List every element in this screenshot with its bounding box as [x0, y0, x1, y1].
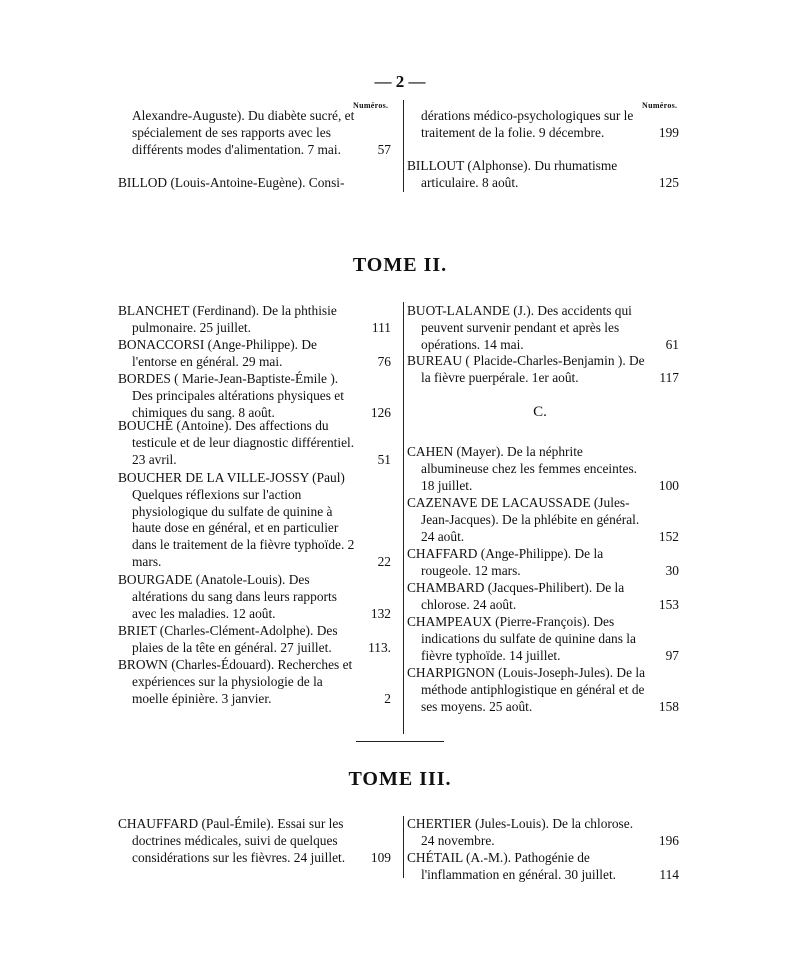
- entry-number: 126: [370, 404, 391, 420]
- entry-top-right-1: [407, 158, 679, 192]
- entry-text: BLANCHET (Ferdinand). De la phthisie pulmonaire. 25 juillet.: [118, 303, 337, 335]
- entry-text: CHAMPEAUX (Pierre-François). Des indications du sulfate de quinine dans la fièvre typhoïde. 14 juillet.: [407, 614, 636, 663]
- entry-number: 100: [658, 477, 679, 493]
- entry-text: BORDES ( Marie-Jean-Baptiste-Émile ). Des principales altérations physiques et chimiques du sang. 8 août.: [118, 371, 344, 420]
- entry-text: CHAMBARD (Jacques-Philibert). De la chlorose. 24 août.: [407, 580, 625, 612]
- entry-text: CHÉTAIL (A.-M.). Pathogénie de l'inflammation en général. 30 juillet.: [407, 850, 617, 882]
- entry-tome2-c-2: [407, 546, 679, 580]
- entry-tome2-left-2: [118, 371, 391, 421]
- entry-text: Alexandre-Auguste). Du diabète sucré, et spécialement de ses rapports avec les différents modes d'alimentation. 7 mai.: [132, 108, 355, 157]
- entry-text: BOUCHER DE LA VILLE-JOSSY (Paul) Quelques réflexions sur l'action physiologique du sulfate de quinine à haute dose en général, et en particulier dans le traitement de la fièvre typhoïde. 2 mars.: [118, 470, 355, 569]
- entry-text: BOURGADE (Anatole-Louis). Des altérations du sang dans leurs rapports avec les maladies. 12 août.: [118, 572, 337, 621]
- entry-number: 114: [659, 866, 679, 882]
- column-heading-right: Numéros.: [642, 101, 678, 110]
- entry-top-left-0: [118, 108, 391, 158]
- column-rule-tome2: [403, 302, 404, 734]
- entry-tome3-right-0: [407, 816, 679, 850]
- entry-tome2-c-1: [407, 495, 679, 545]
- entry-tome2-left-3: [118, 418, 391, 468]
- tome-2-heading: TOME II.: [352, 254, 448, 276]
- entry-number: 117: [659, 369, 679, 385]
- entry-tome2-c-3: [407, 580, 679, 614]
- column-rule-tome3: [403, 816, 404, 878]
- entry-number: 111: [371, 319, 391, 335]
- entry-top-left-1: [118, 175, 391, 192]
- entry-top-right-0: [407, 108, 679, 142]
- entry-tome2-c-4: [407, 614, 679, 664]
- entry-number: 196: [658, 832, 679, 848]
- entry-text: BILLOD (Louis-Antoine-Eugène). Consi-: [118, 175, 345, 190]
- entry-text: BUOT-LALANDE (J.). Des accidents qui peuvent survenir pendant et après les opérations. 14 mai.: [407, 303, 632, 352]
- entry-tome2-left-1: [118, 337, 391, 371]
- entry-tome3-left-0: [118, 816, 391, 866]
- entry-tome2-left-4: [118, 470, 391, 571]
- entry-tome2-left-7: [118, 657, 391, 707]
- entry-text: CHAUFFARD (Paul-Émile). Essai sur les doctrines médicales, suivi de quelques considérations sur les fièvres. 24 juillet.: [118, 816, 346, 865]
- entry-number: 30: [665, 562, 679, 578]
- entry-number: 51: [377, 451, 391, 467]
- page-number: — 2 —: [374, 72, 426, 91]
- entry-number: 97: [665, 647, 679, 663]
- section-divider: [356, 741, 444, 742]
- entry-text: BUREAU ( Placide-Charles-Benjamin ). De la fièvre puerpérale. 1er août.: [407, 353, 645, 385]
- entry-number: 199: [658, 124, 679, 140]
- entry-tome2-c-5: [407, 665, 679, 715]
- entry-text: BROWN (Charles-Édouard). Recherches et expériences sur la physiologie de la moelle épinière. 3 janvier.: [118, 657, 353, 706]
- entry-number: 153: [658, 596, 679, 612]
- entry-number: 76: [377, 353, 391, 369]
- section-letter: C.: [533, 404, 547, 420]
- entry-number: 57: [377, 141, 391, 157]
- entry-number: 2: [384, 690, 391, 706]
- entry-tome2-left-0: [118, 303, 391, 337]
- entry-text: CAZENAVE DE LACAUSSADE (Jules-Jean-Jacques). De la phlébite en général. 24 août.: [407, 495, 640, 544]
- entry-text: BILLOUT (Alphonse). Du rhumatisme articulaire. 8 août.: [407, 158, 618, 190]
- entry-number: 113.: [368, 639, 391, 655]
- entry-text: CHERTIER (Jules-Louis). De la chlorose. 24 novembre.: [407, 816, 634, 848]
- entry-number: 125: [658, 174, 679, 190]
- entry-text: CAHEN (Mayer). De la néphrite albumineuse chez les femmes enceintes. 18 juillet.: [407, 444, 638, 493]
- entry-text: BRIET (Charles-Clément-Adolphe). Des plaies de la tête en général. 27 juillet.: [118, 623, 338, 655]
- tome-3-heading: TOME III.: [348, 768, 452, 790]
- entry-number: 109: [370, 849, 391, 865]
- column-rule-top: [403, 100, 404, 192]
- entry-number: 22: [377, 553, 391, 569]
- column-heading-left: Numéros.: [353, 101, 389, 110]
- entry-text: BOUCHÉ (Antoine). Des affections du testicule et de leur diagnostic différentiel. 23 avril.: [118, 418, 355, 467]
- entry-tome2-right-0: [407, 303, 679, 353]
- entry-number: 152: [658, 528, 679, 544]
- entry-text: CHARPIGNON (Louis-Joseph-Jules). De la méthode antiphlogistique en général et de ses moyens. 25 août.: [407, 665, 646, 714]
- entry-tome3-right-1: [407, 850, 679, 884]
- entry-text: BONACCORSI (Ange-Philippe). De l'entorse en général. 29 mai.: [118, 337, 317, 369]
- entry-text: CHAFFARD (Ange-Philippe). De la rougeole. 12 mars.: [407, 546, 604, 578]
- entry-tome2-right-1: [407, 353, 679, 387]
- entry-text: dérations médico-psychologiques sur le traitement de la folie. 9 décembre.: [421, 108, 634, 140]
- entry-tome2-left-6: [118, 623, 391, 657]
- entry-tome2-left-5: [118, 572, 391, 622]
- entry-number: 158: [658, 698, 679, 714]
- entry-number: 61: [665, 336, 679, 352]
- entry-tome2-c-0: [407, 444, 679, 494]
- entry-number: 132: [370, 605, 391, 621]
